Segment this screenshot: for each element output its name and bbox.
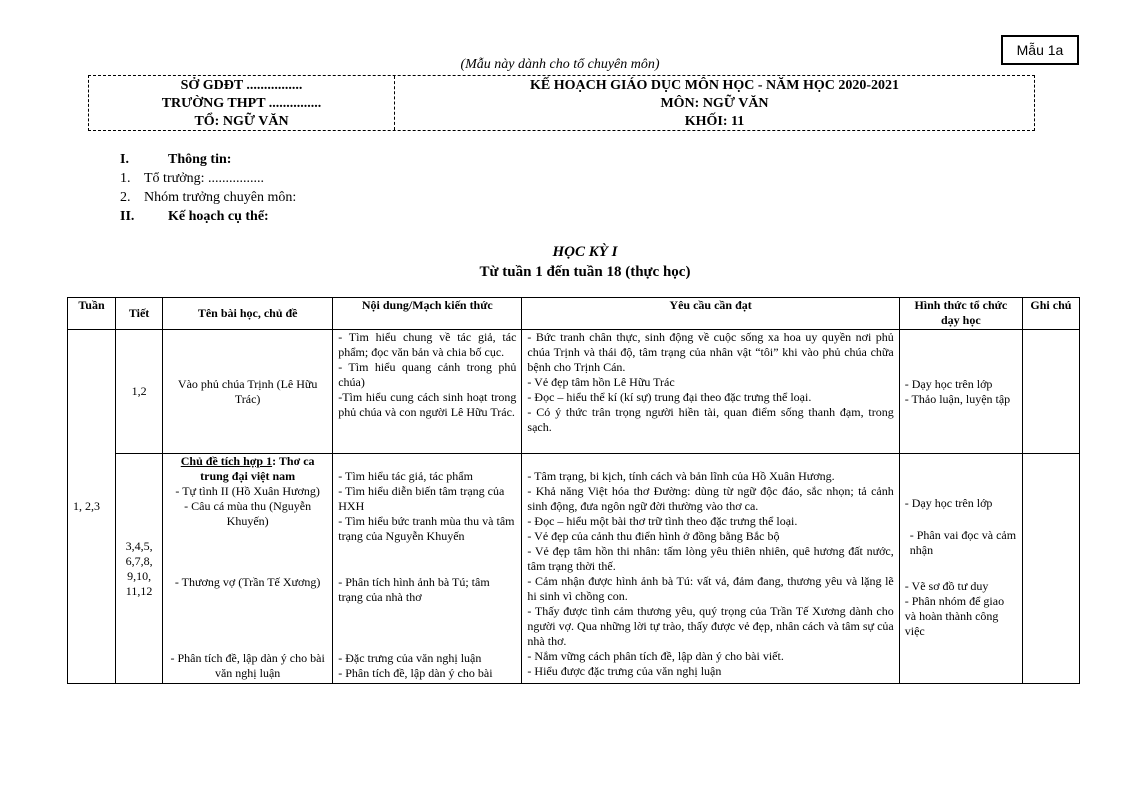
school-info <box>89 76 395 130</box>
method-list: - Vẽ sơ đồ tư duy - Phân nhóm để giao và hoàn thành công việc <box>904 579 1005 638</box>
requirement-cell: - Bức tranh chân thực, sinh động về cuộc sống xa hoa uy quyền nơi phủ chúa Trịnh và thái độ, tâm trạng của nhân vật “tôi” khi vào phủ chúa chữa bệnh cho Trịnh Cán. - Vẻ đẹp tâm hồn Lê Hữu Trác - Đọc – hiểu thể kí (kí sự) trung đại theo đặc trưng thể loại. - Có ý thức trân trọng người hiền tài, quan điểm sống thanh đạm, trong sạch. <box>522 330 899 454</box>
semester-range: Từ tuần 1 đến tuần 18 (thực học) <box>479 264 691 280</box>
lesson-cell: Vào phủ chúa Trịnh (Lê Hữu Trác) <box>163 330 333 454</box>
table-row <box>68 454 1080 684</box>
team-leader-line: Tổ trưởng: ................ <box>144 171 264 186</box>
plan-title <box>395 76 1034 130</box>
content-list: - Phân tích hình ảnh bà Tú; tâm trạng của nhà thơ <box>338 575 490 604</box>
lesson-list: - Tự tình II (Hồ Xuân Hương) - Câu cá mùa thu (Nguyễn Khuyến) <box>175 484 320 528</box>
info-section <box>120 150 296 226</box>
header-cell: Tuần <box>68 298 116 330</box>
topic-name: : Thơ ca trung đại việt nam <box>200 454 315 483</box>
list-number: 1. <box>120 171 131 186</box>
period-cell: 1,2 <box>116 330 163 454</box>
topic-label: Chủ đề tích hợp 1 <box>180 454 273 468</box>
content-cell <box>333 454 522 684</box>
note-cell <box>1022 330 1079 454</box>
section-title: Kế hoạch cụ thể: <box>168 209 269 224</box>
plan-table <box>67 297 1080 684</box>
plan-title-line: KẾ HOẠCH GIÁO DỤC MÔN HỌC - NĂM HỌC 2020-2021 <box>529 78 900 93</box>
semester-heading <box>340 242 830 282</box>
note-cell <box>1022 454 1079 684</box>
school-line: TRƯỜNG THPT ............... <box>161 96 322 111</box>
subject-line: MÔN: NGỮ VĂN <box>660 96 769 111</box>
method-list: - Phân vai đọc và cảm nhận <box>909 528 1017 557</box>
document-header <box>88 75 1035 131</box>
section-number: I. <box>120 152 129 167</box>
method-cell <box>899 454 1022 684</box>
table-header-row <box>68 298 1080 330</box>
table-row <box>68 330 1080 454</box>
content-list: - Tìm hiểu tác giả, tác phẩm - Tìm hiểu diễn biến tâm trạng của HXH - Tìm hiểu bức tranh mùa thu và tâm trạng của Nguyễn Khuyến <box>338 469 515 543</box>
header-cell: Ghi chú <box>1022 298 1079 330</box>
method-list: - Dạy học trên lớp <box>904 496 993 510</box>
form-subtitle: (Mẫu này dành cho tổ chuyên môn) <box>460 57 660 72</box>
header-cell: Tiết <box>116 298 163 330</box>
content-cell: - Tìm hiểu chung về tác giả, tác phẩm; đọc văn bản và chia bố cục. - Tìm hiểu quang cảnh trong phủ chúa) -Tìm hiểu cung cách sinh hoạt trong phủ chúa và con người Lê Hữu Trác. <box>333 330 522 454</box>
content-list: - Đặc trưng của văn nghị luận - Phân tích đề, lập dàn ý cho bài <box>338 651 493 680</box>
section-number: II. <box>120 209 135 224</box>
header-cell: Yêu cầu cần đạt <box>522 298 899 330</box>
lesson-cell <box>163 454 333 684</box>
topic-title <box>163 454 332 484</box>
group-leader-line: Nhóm trưởng chuyên môn: <box>144 190 297 205</box>
section-title: Thông tin: <box>168 152 232 167</box>
header-cell: Tên bài học, chủ đề <box>163 298 333 330</box>
form-badge: Mẫu 1a <box>1001 35 1079 65</box>
department-line: SỞ GDĐT ................ <box>180 78 303 93</box>
header-cell: Nội dung/Mạch kiến thức <box>333 298 522 330</box>
semester-title: HỌC KỲ I <box>552 244 618 260</box>
week-cell: 1, 2,3 <box>68 330 116 684</box>
period-cell: 3,4,5, 6,7,8, 9,10, 11,12 <box>116 454 163 684</box>
grade-line: KHỐI: 11 <box>684 114 745 129</box>
header-cell: Hình thức tổ chức dạy học <box>899 298 1022 330</box>
requirement-cell: - Tâm trạng, bi kịch, tính cách và bản lĩnh của Hồ Xuân Hương. - Khả năng Việt hóa thơ Đường: dùng từ ngữ độc đáo, sắc nhọn; tả cảnh sinh động, đưa ngôn ngữ đời thường vào thơ ca. - Đọc – hiểu một bài thơ trữ tình theo đặc trưng thể loại. - Vẻ đẹp của cảnh thu điển hình ở đồng bằng Bắc bộ - Vẻ đẹp tâm hồn thi nhân: tấm lòng yêu thiên nhiên, quê hương đất nước, tâm trạng thời thế. - Cảm nhận được hình ảnh bà Tú: vất vả, đảm đang, thương yêu và lặng lẽ hi sinh vì chồng con. - Thấy được tình cảm thương yêu, quý trọng của Trần Tế Xương dành cho người vợ. Qua những lời tự trào, thấy được vẻ đẹp, nhân cách và tâm sự của nhà thơ. - Nắm vững cách phân tích đề, lập dàn ý cho bài viết. - Hiểu được đặc trưng của văn nghị luận <box>522 454 899 684</box>
method-cell: - Dạy học trên lớp - Thảo luận, luyện tập <box>899 330 1022 454</box>
lesson-list: - Thương vợ (Trần Tế Xương) <box>174 575 321 589</box>
group-line: TỔ: NGỮ VĂN <box>194 114 289 129</box>
lesson-list: - Phân tích đề, lập dàn ý cho bài văn nghị luận <box>170 651 325 680</box>
list-number: 2. <box>120 190 131 205</box>
